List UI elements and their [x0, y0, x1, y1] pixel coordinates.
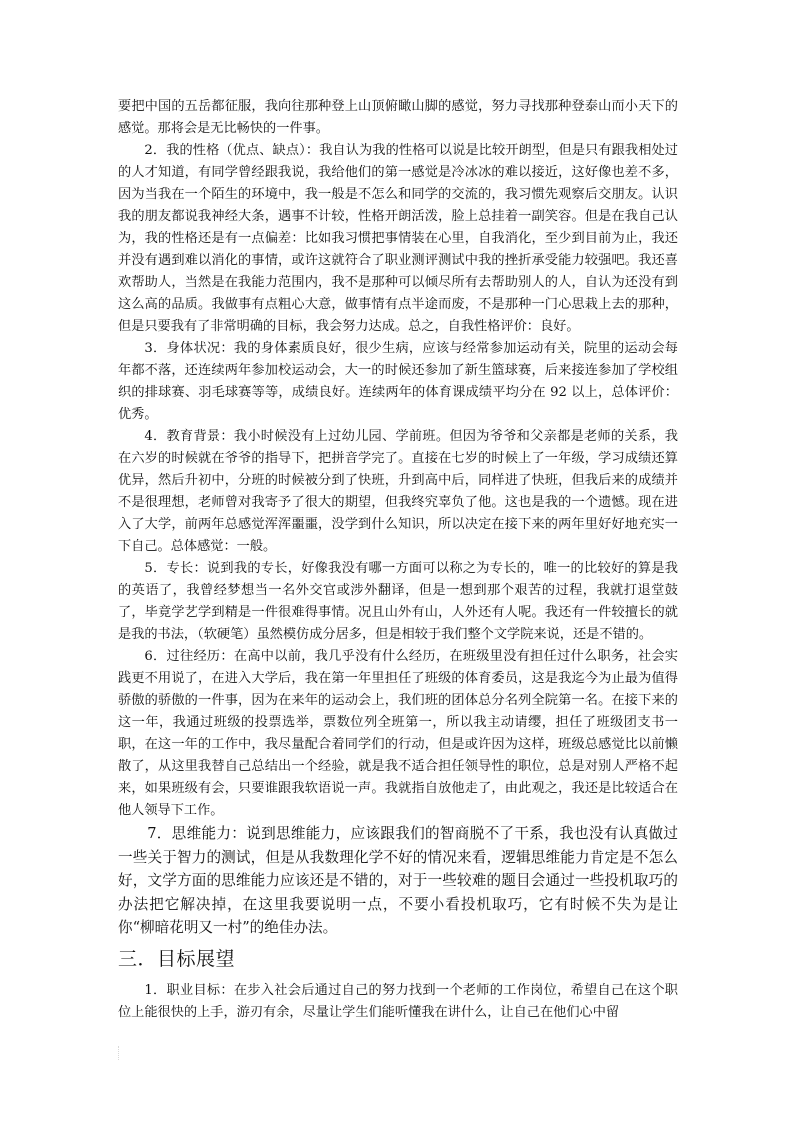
- document-page: [118, 96, 678, 1024]
- page-margin-mark: [118, 1046, 121, 1060]
- paragraph-continuation: 要把中国的五岳都征服，我向往那种登上山顶俯瞰山脚的感觉，努力寻找那种登泰山而小天下的感觉。那将会是无比畅快的一件事。: [118, 99, 678, 136]
- paragraph-career-goal: 1．职业目标：在步入社会后通过自己的努力找到一个老师的工作岗位，希望自己在这个职位上能很快的上手，游刃有余，尽量让学生们能听懂我在讲什么，让自己在他们心中留: [118, 982, 678, 1020]
- paragraph-thinking: 7．思维能力：说到思维能力，应该跟我们的智商脱不了干系，我也没有认真做过一些关于智力的测试，但是从我数理化学不好的情况来看，逻辑思维能力肯定是不怎么好，文学方面的思维能力应该还是不错的，对于一些较难的题目会通过一些投机取巧的办法把它解决掉，在这里我要说明一点，不要小看投机取巧，它有时候不失为是让你“柳暗花明又一村”的绝佳办法。: [118, 825, 678, 936]
- paragraph-experience: 6．过往经历：在高中以前，我几乎没有什么经历，在班级里没有担任过什么职务，社会实践更不用说了，在进入大学后，我在第一年里担任了班级的体育委员，这是我迄今为止最为值得骄傲的骄傲的一件事，因为在来年的运动会上，我们班的团体总分名列全院第一名。在接下来的这一年，我通过班级的投票选举，票数位列全班第一，所以我主动请缨，担任了班级团支书一职，在这一年的工作中，我尽量配合着同学们的行动，但是或许因为这样，班级总感觉比以前懒散了，从这里我替自己总结出一个经验，就是我不适合担任领导性的职位，总是对别人严格不起来，如果班级有会，只要谁跟我软语说一声。我就指自放他走了，由此观之，我还是比较适合在他人领导下工作。: [118, 649, 678, 818]
- paragraph-personality: 2．我的性格（优点、缺点）：我自认为我的性格可以说是比较开朗型，但是只有跟我相处过的人才知道，有同学曾经跟我说，我给他们的第一感觉是冷冰冰的难以接近，这好像也差不多，因为当我在一个陌生的环境中，我一般是不怎么和同学的交流的，我习惯先观察后交朋友。认识我的朋友都说我神经大条，遇事不计较，性格开朗活泼，脸上总挂着一副笑容。但是在我自己认为，我的性格还是有一点偏差：比如我习惯把事情装在心里，自我消化，至少到目前为止，我还并没有遇到难以消化的事情，或许这就符合了职业测评测试中我的挫折承受能力较强吧。我还喜欢帮助人，当然是在我能力范围内，我不是那种可以倾尽所有去帮助别人的人，自认为还没有到这么高的品质。我做事有点粗心大意，做事情有点半途而废，不是那种一门心思栽上去的那种，但是只要我有了非常明确的目标，我会努力达成。总之，自我性格评价：良好。: [118, 143, 678, 334]
- paragraph-specialty: 5．专长：说到我的专长，好像我没有哪一方面可以称之为专长的，唯一的比较好的算是我的英语了，我曾经梦想当一名外交官或涉外翻译，但是一想到那个艰苦的过程，我就打退堂鼓了，毕竟学艺学到精是一件很难得事情。况且山外有山，人外还有人呢。我还有一件较擅长的就是我的书法，（软硬笔）虽然模仿成分居多，但是相较于我们整个文学院来说，还是不错的。: [118, 561, 678, 642]
- paragraph-health: 3．身体状况：我的身体素质良好，很少生病，应该与经常参加运动有关，院里的运动会每年都不落，还连续两年参加校运动会，大一的时候还参加了新生篮球赛，后来接连参加了学校组织的排球赛、羽毛球赛等等，成绩良好。连续两年的体育课成绩平均分在 92 以上，总体评价：优秀。: [118, 341, 678, 422]
- paragraph-education: 4．教育背景：我小时候没有上过幼儿园、学前班。但因为爷爷和父亲都是老师的关系，我在六岁的时候就在爷爷的指导下，把拼音学完了。直接在七岁的时候上了一年级，学习成绩还算优异，然后升初中，分班的时候被分到了快班，升到高中后，同样进了快班，但我后来的成绩并不是很理想，老师曾对我寄予了很大的期望，但我终究辜负了他。这也是我的一个遗憾。现在进入了大学，前两年总感觉浑浑噩噩，没学到什么知识，所以决定在接下来的两年里好好地充实一下自己。总体感觉：一般。: [118, 429, 678, 554]
- section-heading: 三．目标展望: [118, 947, 236, 970]
